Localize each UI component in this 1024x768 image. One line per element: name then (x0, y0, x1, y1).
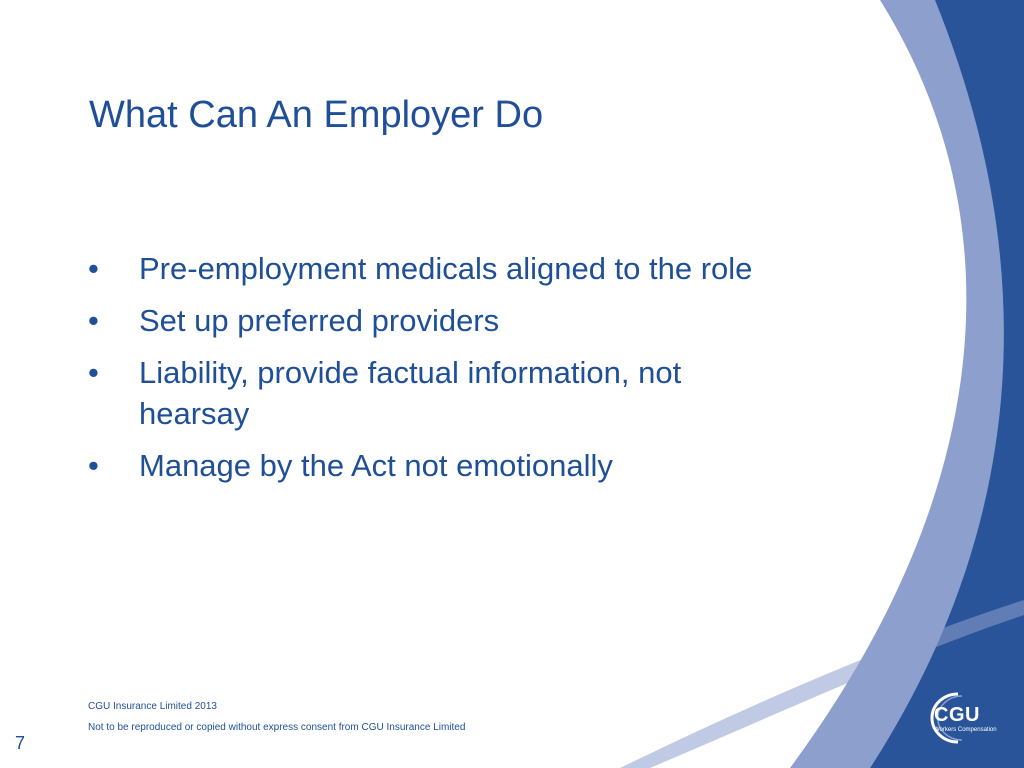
bullet-text: Pre-employment medicals aligned to the role (139, 251, 753, 286)
bullet-icon: • (88, 251, 99, 286)
footer-disclaimer: Not to be reproduced or copied without express consent from CGU Insurance Limited (88, 722, 466, 733)
footer-copyright: CGU Insurance Limited 2013 (88, 701, 217, 712)
bullet-list (88, 248, 788, 497)
logo-tagline: Workers Compensation (934, 727, 997, 733)
bullet-item (88, 248, 788, 289)
logo-brand-text: CGU (934, 704, 980, 726)
page-number: 7 (15, 733, 26, 753)
cgu-logo (922, 690, 1012, 746)
bullet-icon: • (88, 303, 99, 338)
bullet-icon: • (88, 448, 99, 483)
bullet-text: Manage by the Act not emotionally (139, 448, 613, 483)
bullet-icon: • (88, 355, 99, 390)
bullet-text: Liability, provide factual information, not hearsay (139, 355, 682, 431)
bullet-item (88, 300, 788, 341)
bullet-item (88, 352, 788, 434)
bullet-text: Set up preferred providers (139, 303, 500, 338)
bullet-item (88, 445, 788, 486)
slide-title: What Can An Employer Do (89, 94, 544, 136)
